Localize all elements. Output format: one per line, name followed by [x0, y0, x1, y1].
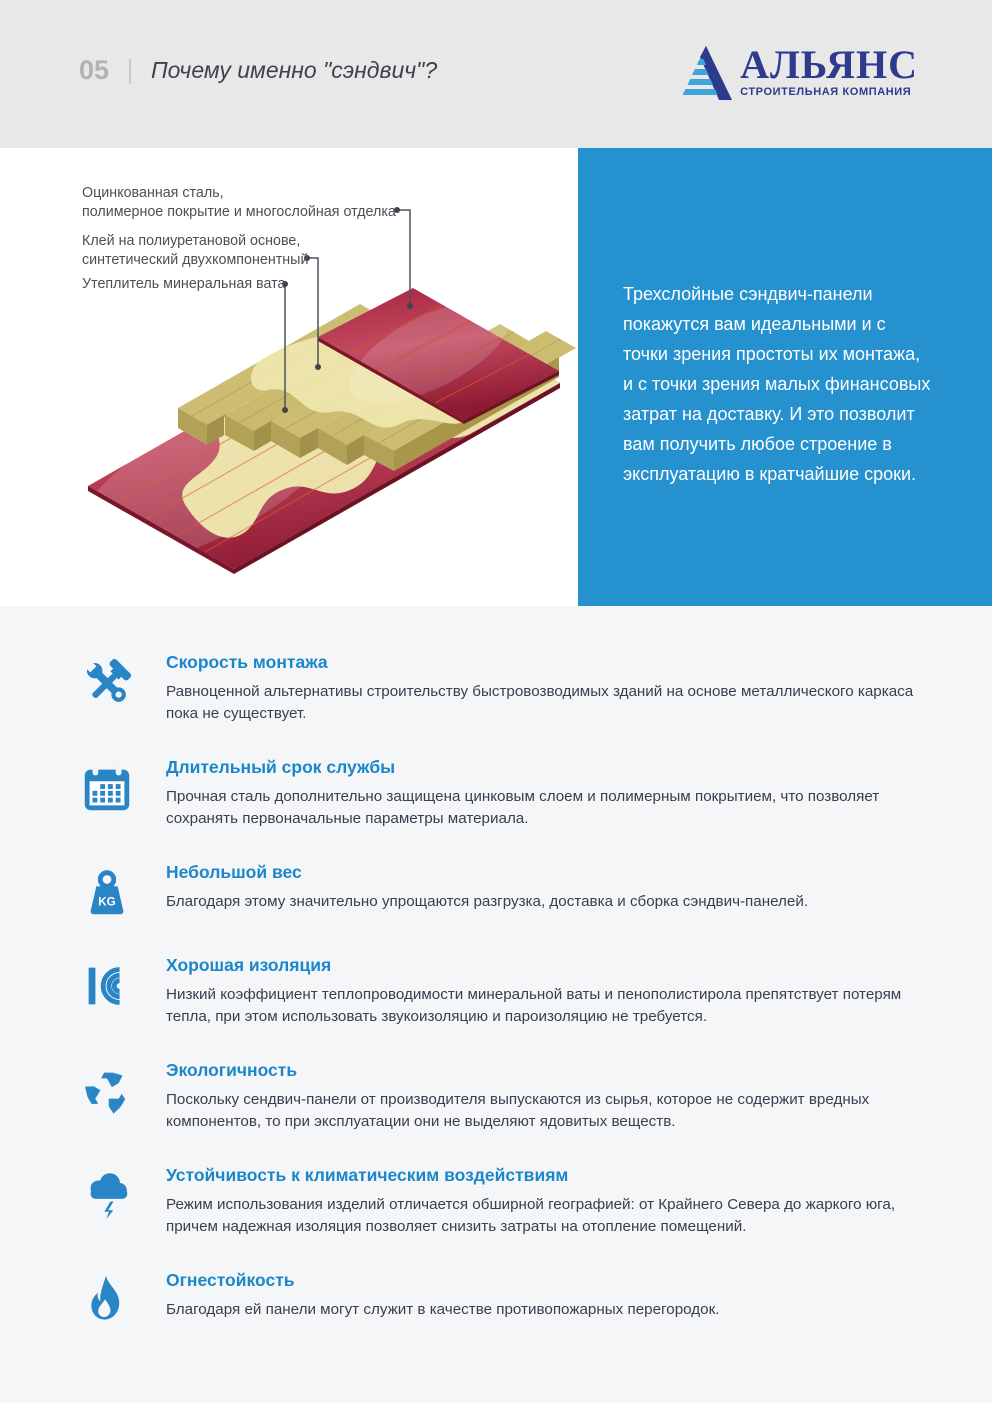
feature-weight: [78, 862, 992, 922]
features-section: [0, 606, 992, 1403]
feature-climate: [78, 1165, 992, 1237]
svg-text:KG: KG: [98, 895, 116, 909]
page-number: 05: [79, 55, 110, 85]
feature-text: Благодаря ей панели могут служит в качестве противопожарных перегородок.: [166, 1301, 720, 1318]
feature-title: Длительный срок службы: [166, 757, 396, 777]
page-title: Почему именно "сэндвич"?: [151, 57, 438, 83]
main-section: [0, 148, 992, 606]
storm-icon: [78, 1167, 136, 1225]
feature-title: Небольшой вес: [166, 862, 302, 882]
page-header: [0, 0, 992, 148]
label-wool-layer: Утеплитель минеральная вата: [82, 276, 286, 292]
feature-text: Равноценной альтернативы строительству быстровозводимых зданий на основе металлического каркаса пока не существует.: [166, 683, 914, 722]
sandwich-panel-diagram: [0, 148, 578, 606]
feature-speed: [78, 652, 992, 724]
feature-text: Прочная сталь дополнительно защищена цинковым слоем и полимерным покрытием, что позволяет сохранять первоначальные параметры материала.: [166, 788, 880, 827]
logo-tagline: СТРОИТЕЛЬНАЯ КОМПАНИЯ: [740, 86, 912, 98]
header-divider: [129, 59, 131, 84]
pyramid-logo-icon: [672, 44, 732, 104]
logo-text-block: [740, 44, 918, 98]
feature-text: Благодаря этому значительно упрощаются разгрузка, доставка и сборка сэндвич-панелей.: [166, 893, 809, 910]
feature-title: Огнестойкость: [166, 1270, 295, 1290]
feature-title: Скорость монтажа: [166, 652, 328, 672]
feature-fire: [78, 1270, 992, 1330]
feature-lifetime: [78, 757, 992, 829]
feature-title: Экологичность: [166, 1060, 298, 1080]
feature-text: Режим использования изделий отличается обширной географией: от Крайнего Севера до жаркого юга, причем надежная изоляция позволяет снизить затраты на отопление помещений.: [166, 1196, 896, 1235]
label-steel-layer: Оцинкованная сталь, полимерное покрытие и многослойная отделка: [82, 185, 396, 220]
intro-box: [578, 148, 992, 606]
company-logo: [672, 44, 918, 104]
feature-ecology: [78, 1060, 992, 1132]
weight-icon: [78, 864, 136, 922]
logo-name: АЛЬЯНС: [740, 42, 918, 87]
feature-insulation: [78, 955, 992, 1027]
feature-text: Поскольку сендвич-панели от производителя выпускаются из сырья, которое не содержит вредных компонентов, то при эксплуатации они не выделяют ядовитых веществ.: [166, 1091, 870, 1130]
feature-title: Хорошая изоляция: [166, 955, 332, 975]
feature-title: Устойчивость к климатическим воздействиям: [166, 1165, 569, 1185]
calendar-icon: [78, 759, 136, 817]
insulation-icon: [78, 957, 136, 1015]
intro-text: Трехслойные сэндвич-панели покажутся вам идеальными и с точки зрения простоты их монтажа, и с точки зрения малых финансовых затрат на доставку. И это позволит вам получить любое строение в эксплуатацию в кратчайшие сроки.: [623, 284, 931, 484]
feature-text: Низкий коэффициент теплопроводимости минеральной ваты и пенополистирола препятствует потерям тепла, при этом использовать звукоизоляцию и пароизоляцию не требуется.: [166, 986, 902, 1025]
recycle-icon: [78, 1062, 136, 1120]
label-glue-layer: Клей на полиуретановой основе, синтетический двухкомпонентный: [82, 233, 309, 268]
fire-icon: [78, 1272, 136, 1330]
tools-icon: [78, 654, 136, 712]
